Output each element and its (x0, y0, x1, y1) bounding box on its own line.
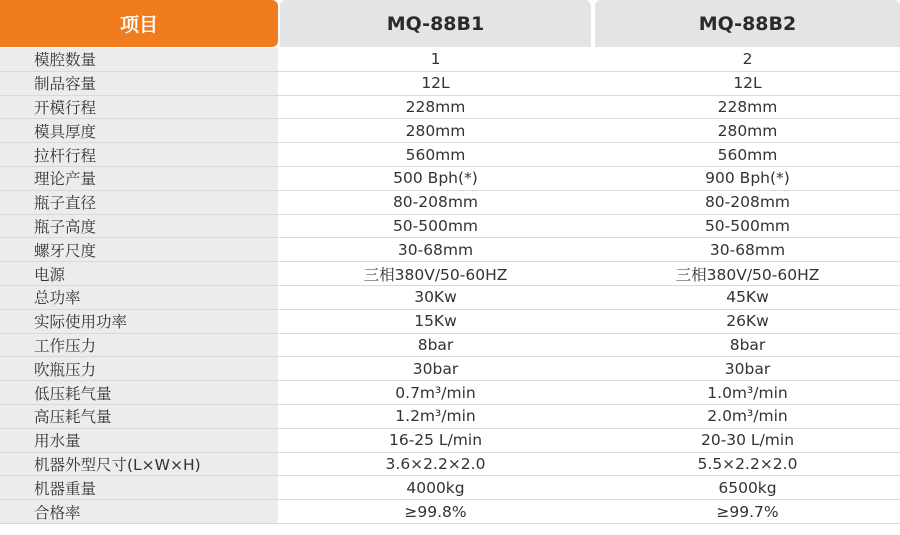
model-2-value: 80-208mm (595, 191, 900, 214)
row-label: 实际使用功率 (0, 310, 278, 333)
row-label: 瓶子高度 (0, 215, 278, 238)
row-label: 吹瓶压力 (0, 357, 278, 380)
model-1-value: 15Kw (414, 312, 457, 331)
row-label: 合格率 (0, 500, 278, 523)
row-label: 制品容量 (0, 72, 278, 95)
row-label: 开模行程 (0, 96, 278, 119)
model-1-value: ≥99.8% (404, 502, 467, 521)
model-1-value: 4000kg (280, 476, 591, 499)
model-2-value: 2.0m³/min (707, 407, 788, 426)
row-label: 模腔数量 (0, 48, 278, 71)
row-label: 理论产量 (0, 167, 278, 190)
model-2-value: 26Kw (726, 312, 769, 331)
row-label: 电源 (0, 262, 278, 285)
model-1-value: 80-208mm (280, 191, 591, 214)
model-1-value: 0.7m³/min (280, 381, 591, 404)
model-1-value: 1.2m³/min (395, 407, 476, 426)
row-label: 机器重量 (0, 476, 278, 499)
header-model-2: MQ-88B2 (595, 0, 900, 47)
model-2-value: 50-500mm (704, 216, 791, 235)
model-1-value: 30Kw (280, 286, 591, 309)
table-row (0, 215, 900, 239)
model-2-value: 228mm (595, 96, 900, 119)
row-label: 机器外型尺寸(L×W×H) (0, 453, 278, 476)
table-row (0, 96, 900, 120)
model-2-value: 20-30 L/min (595, 429, 900, 452)
model-2-value: ≥99.7% (716, 502, 779, 521)
table-row (0, 167, 900, 191)
row-label: 用水量 (0, 429, 278, 452)
table-row (0, 286, 900, 310)
table-row (0, 143, 900, 167)
model-1-value: 30bar (412, 359, 459, 378)
model-2-value: 560mm (595, 143, 900, 166)
model-2-value: 2 (595, 48, 900, 71)
model-2-value: 1.0m³/min (595, 381, 900, 404)
model-2-value: 30bar (724, 359, 771, 378)
model-1-value: 8bar (280, 334, 591, 357)
model-2-value: 45Kw (595, 286, 900, 309)
model-2-value: 12L (733, 74, 762, 93)
model-1-value: 30-68mm (280, 238, 591, 261)
table-row (0, 310, 900, 334)
row-label: 拉杆行程 (0, 143, 278, 166)
model-1-value: 三相380V/50-60HZ (363, 265, 508, 284)
table-row (0, 48, 900, 72)
model-2-value: 8bar (595, 334, 900, 357)
table-row (0, 238, 900, 262)
row-label: 模具厚度 (0, 119, 278, 142)
table-body (0, 48, 900, 524)
model-2-value: 30-68mm (595, 238, 900, 261)
header-model-1: MQ-88B1 (280, 0, 591, 47)
model-2-value: 280mm (717, 121, 778, 140)
model-2-value: 5.5×2.2×2.0 (697, 454, 798, 473)
model-1-value: 560mm (280, 143, 591, 166)
table-row (0, 429, 900, 453)
table-row (0, 405, 900, 429)
model-1-value: 12L (421, 74, 450, 93)
model-1-value: 280mm (405, 121, 466, 140)
row-label: 总功率 (0, 286, 278, 309)
table-row (0, 119, 900, 143)
model-1-value: 1 (280, 48, 591, 71)
model-2-value: 三相380V/50-60HZ (675, 265, 820, 284)
table-row (0, 476, 900, 500)
table-row (0, 381, 900, 405)
model-2-value: 6500kg (595, 476, 900, 499)
model-1-value: 228mm (280, 96, 591, 119)
model-1-value: 500 Bph(*) (393, 169, 478, 188)
model-1-value: 3.6×2.2×2.0 (385, 454, 486, 473)
table-row (0, 72, 900, 96)
header-item: 项目 (0, 0, 278, 47)
model-2-value: 900 Bph(*) (705, 169, 790, 188)
table-row (0, 500, 900, 524)
row-label: 螺牙尺度 (0, 238, 278, 261)
row-label: 低压耗气量 (0, 381, 278, 404)
row-label: 瓶子直径 (0, 191, 278, 214)
model-1-value: 50-500mm (392, 216, 479, 235)
row-label: 高压耗气量 (0, 405, 278, 428)
row-label: 工作压力 (0, 334, 278, 357)
table-row (0, 191, 900, 215)
model-1-value: 16-25 L/min (280, 429, 591, 452)
table-row (0, 357, 900, 381)
table-row (0, 334, 900, 358)
table-row (0, 262, 900, 286)
table-row (0, 453, 900, 477)
